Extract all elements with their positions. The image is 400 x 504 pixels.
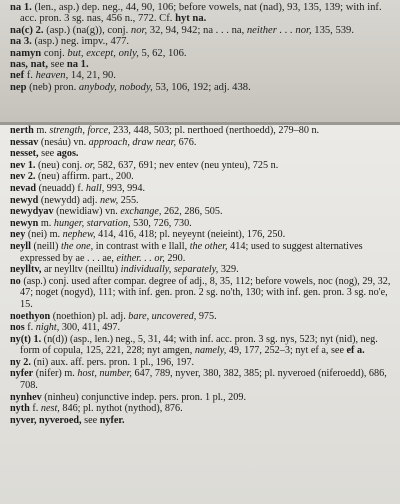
gloss: hall, xyxy=(85,182,105,194)
dictionary-entry xyxy=(10,25,394,36)
headword: no xyxy=(10,275,21,287)
dictionary-entry xyxy=(10,403,394,415)
dictionary-entry xyxy=(10,264,394,276)
gloss: the one, xyxy=(60,240,94,252)
gloss: neither . . . nor, xyxy=(246,24,312,36)
dictionary-entry xyxy=(10,218,394,230)
dictionary-entry xyxy=(10,357,394,369)
gloss: anybody, nobody, xyxy=(78,81,153,93)
headword: nyth xyxy=(10,403,30,415)
entry-text: in contrast with e llall, xyxy=(93,240,190,252)
entry-text: see xyxy=(81,414,100,426)
entry-text: (asp.) (na(g)), conj. xyxy=(43,24,131,36)
entry-text: 135, 539. xyxy=(311,24,354,36)
bottom-entry-list xyxy=(0,125,400,426)
entry-text: (neb) pron. xyxy=(26,81,79,93)
dictionary-entry xyxy=(10,206,394,218)
headword: newyd xyxy=(10,194,39,206)
headword: na 1. xyxy=(10,2,32,13)
dictionary-entry xyxy=(10,229,394,241)
headword: na 3. xyxy=(10,36,32,48)
dictionary-entry xyxy=(10,48,394,59)
entry-text: conj. xyxy=(41,47,68,59)
bottom-snippet xyxy=(0,125,400,504)
dictionary-entry xyxy=(10,59,394,70)
headword: nos xyxy=(10,322,25,334)
headword: nep xyxy=(10,81,27,93)
dictionary-entry xyxy=(10,276,394,311)
entry-text: (nei) m. xyxy=(25,229,63,241)
entry-text: (newidiaw) vn. xyxy=(53,206,121,218)
gloss: individually, separately, xyxy=(120,264,219,276)
entry-text: ar neylltv (neilltu) xyxy=(41,264,121,276)
entry-text: f. xyxy=(29,403,41,415)
entry-text: 14, 21, 90. xyxy=(68,70,116,82)
entry-text: f. xyxy=(24,70,36,82)
cross-reference: ef a. xyxy=(346,345,365,357)
entry-text: 530, 726, 730. xyxy=(130,217,192,229)
entry-text: (asp.) conj. used after compar. degree of adj., 8, 35, 112; before vowels, noc (nog), 29, 32, 47; noget (nogyd), 111; with inf. gen. pron. 2 sg. no'th, 130; with inf. gen. pron. 3 sg. no'e, 15. xyxy=(20,275,391,310)
cross-reference: nyfer. xyxy=(99,414,125,426)
entry-text: (noethion) pl. adj. xyxy=(50,310,129,322)
dictionary-entry xyxy=(10,368,394,391)
top-entry-list xyxy=(0,0,400,93)
entry-text: 414, 416, 418; pl. neyeynt (neieint), 176, 250. xyxy=(95,229,286,241)
gloss: nephew, xyxy=(62,229,96,241)
entry-text: 647, 789, nyver, 380, 382, 385; pl. nyveroed (niferoedd), 686, 708. xyxy=(20,368,387,392)
dictionary-entry xyxy=(10,183,394,195)
entry-text: 290. xyxy=(164,252,186,264)
headword: ny 2. xyxy=(10,356,31,368)
entry-text: see xyxy=(47,59,67,71)
dictionary-entry xyxy=(10,334,394,357)
entry-text: 300, 411, 497. xyxy=(59,322,121,334)
entry-text: f. xyxy=(24,322,36,334)
headword: neylltv, xyxy=(10,264,42,276)
dictionary-entry xyxy=(10,148,394,160)
dictionary-entry xyxy=(10,137,394,149)
headword: ny(t) 1. xyxy=(10,333,42,345)
entry-text: 676. xyxy=(176,136,197,148)
dictionary-entry xyxy=(10,171,394,183)
headword: nas, nat, xyxy=(10,59,48,71)
headword: nerth xyxy=(10,125,34,136)
top-snippet xyxy=(0,0,400,122)
headword: nyver, nyveroed, xyxy=(10,414,82,426)
entry-text: (neill) xyxy=(30,240,61,252)
gloss: heaven, xyxy=(35,70,69,82)
entry-text: (ni) aux. aff. pers. pron. 1 pl., 196, 197. xyxy=(30,356,195,368)
gloss: nor, xyxy=(130,24,148,36)
entry-text: 329. xyxy=(218,264,239,276)
headword: nevad xyxy=(10,182,37,194)
dictionary-entry xyxy=(10,160,394,172)
gloss: host, number, xyxy=(77,368,132,380)
entry-text: 846; pl. nythot (nythod), 876. xyxy=(59,403,183,415)
dictionary-entry xyxy=(10,241,394,264)
headword: nynhev xyxy=(10,391,42,403)
headword: neyll xyxy=(10,240,31,252)
gloss: nest, xyxy=(40,403,60,415)
cross-reference: hyt na. xyxy=(175,13,207,25)
gloss: night, xyxy=(35,322,60,334)
headword: nev 2. xyxy=(10,171,36,183)
headword: noethyon xyxy=(10,310,51,322)
entry-text: (ninheu) conjunctive indep. pers. pron. 1 pl., 209. xyxy=(41,391,246,403)
entry-text: 262, 286, 505. xyxy=(161,206,223,218)
entry-text: 53, 106, 192; adj. 438. xyxy=(152,81,251,93)
entry-text: (newydd) adj. xyxy=(38,194,100,206)
entry-text: (nifer) m. xyxy=(33,368,78,380)
entry-text: (len., asp.) dep. neg., 44, 90, 106; before vowels, nat (nad), 93, 135, 139; with inf. acc. pron. 3 sg. nas, 456 n., 772. Cf. xyxy=(20,2,382,25)
headword: newyn xyxy=(10,217,39,229)
headword: nef xyxy=(10,70,25,82)
dictionary-entry xyxy=(10,322,394,334)
gloss: but, except, only, xyxy=(67,47,139,59)
entry-text: m. xyxy=(38,217,54,229)
headword: na(c) 2. xyxy=(10,24,44,36)
entry-text: 49, 177, 252–3; nyt ef a, see xyxy=(226,345,347,357)
headword: nev 1. xyxy=(10,159,36,171)
dictionary-entry xyxy=(10,415,394,427)
entry-text: (neu) affirm. part., 200. xyxy=(35,171,134,183)
gloss: bare, uncovered, xyxy=(128,310,197,322)
entry-text: (nesáu) vn. xyxy=(38,136,89,148)
dictionary-entry xyxy=(10,392,394,404)
entry-text: see xyxy=(38,148,57,160)
entry-text: (neuadd) f. xyxy=(36,182,86,194)
headword: newydyav xyxy=(10,206,54,218)
headword: nessav xyxy=(10,136,39,148)
dictionary-entry xyxy=(10,311,394,323)
gloss: exchange, xyxy=(120,206,162,218)
gloss: new, xyxy=(100,194,119,206)
entry-text: (asp.) neg. impv., 477. xyxy=(31,36,130,48)
dictionary-entry xyxy=(10,125,394,137)
gloss: approach, draw near, xyxy=(88,136,177,148)
cross-reference: agos. xyxy=(56,148,79,160)
entry-text: 32, 94, 942; na . . . na, xyxy=(147,24,247,36)
entry-text: (neu) conj. xyxy=(35,159,85,171)
headword: ney xyxy=(10,229,26,241)
gloss: or, xyxy=(84,159,96,171)
entry-text: m. xyxy=(33,125,50,136)
dictionary-entry xyxy=(10,82,394,93)
entry-text: 255. xyxy=(118,194,139,206)
headword: namyn xyxy=(10,47,42,59)
gloss: the other, xyxy=(189,240,228,252)
headword: nesset, xyxy=(10,148,39,160)
gloss: strength, force, xyxy=(49,125,111,136)
gloss: namely, xyxy=(194,345,227,357)
cross-reference: na 1. xyxy=(66,59,89,71)
entry-text: 975. xyxy=(196,310,217,322)
entry-text: 5, 62, 106. xyxy=(138,47,187,59)
gloss: hunger, starvation, xyxy=(53,217,131,229)
dictionary-entry xyxy=(10,2,394,25)
entry-text: (n(d)) (asp., len.) neg., 5, 31, 44; with inf. acc. pron. 3 sg. nys, 523; nyt (nid), neg. form of copula, 125, 221, 228; nyt amgen, xyxy=(20,333,378,357)
entry-text: 414; used to suggest alternatives expressed by ae . . . ae, xyxy=(20,240,363,264)
dictionary-entry xyxy=(10,70,394,81)
entry-text: 233, 448, 503; pl. nerthoed (nerthoedd), 279–80 n. xyxy=(110,125,320,136)
headword: nyfer xyxy=(10,368,34,380)
entry-text: 582, 637, 691; nev entev (neu ynteu), 725 n. xyxy=(95,159,279,171)
gloss: either. . . or, xyxy=(116,252,165,264)
entry-text: 993, 994. xyxy=(104,182,145,194)
dictionary-entry xyxy=(10,195,394,207)
dictionary-entry xyxy=(10,36,394,47)
